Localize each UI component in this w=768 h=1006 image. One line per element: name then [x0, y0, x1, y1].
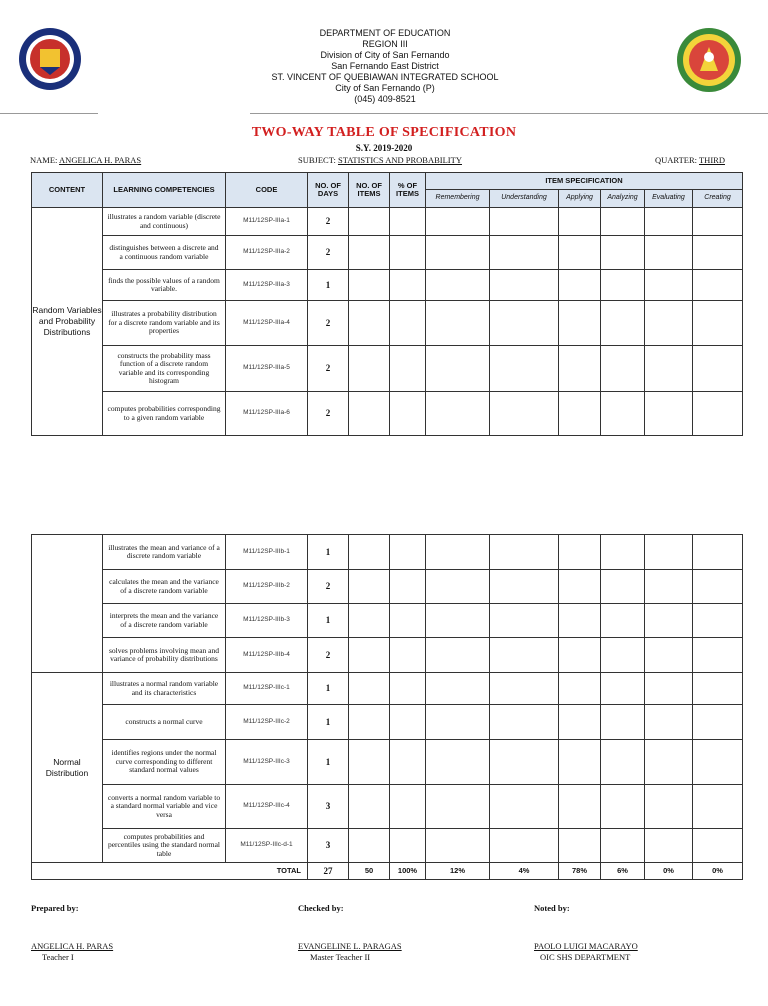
name-value: ANGELICA H. PARAS	[59, 155, 142, 165]
table-row	[32, 236, 743, 270]
letterhead-line: Division of City of San Fernando	[320, 50, 450, 60]
code-cell: M11/12SP-IIIc-1	[226, 673, 308, 705]
code-cell: M11/12SP-IIIc-d-1	[226, 829, 308, 863]
col-header-content: CONTENT	[32, 173, 103, 208]
total-remembering: 12%	[426, 863, 490, 880]
competency-cell: constructs a normal curve	[103, 705, 226, 740]
competency-cell: illustrates a probability distribution for a discrete random variable and its properties	[103, 301, 226, 346]
school-seal-logo	[18, 27, 82, 91]
days-cell: 1	[308, 270, 349, 301]
days-cell: 2	[308, 236, 349, 270]
competency-cell: computes probabilities corresponding to a given random variable	[103, 392, 226, 436]
table-row	[32, 346, 743, 392]
page-title: TWO-WAY TABLE OF SPECIFICATION	[251, 125, 517, 140]
days-cell: 2	[308, 570, 349, 604]
table-row	[32, 785, 743, 829]
col-header-remembering: Remembering	[426, 190, 490, 208]
quarter-label: QUARTER:	[655, 155, 697, 165]
col-header-code: CODE	[226, 173, 308, 208]
competency-cell: illustrates a random variable (discrete and continuous)	[103, 208, 226, 236]
teacher-name	[30, 155, 141, 165]
days-cell: 3	[308, 785, 349, 829]
noted-by-title: OIC SHS DEPARTMENT	[540, 952, 631, 962]
total-label: TOTAL	[32, 863, 308, 880]
days-cell: 1	[308, 673, 349, 705]
competency-cell: calculates the mean and the variance of a discrete random variable	[103, 570, 226, 604]
table-row	[32, 829, 743, 863]
noted-by-label: Noted by:	[534, 903, 570, 913]
prepared-by-label: Prepared by:	[31, 903, 79, 913]
total-days: 27	[308, 863, 349, 880]
quarter	[655, 155, 725, 165]
code-cell: M11/12SP-IIIa-5	[226, 346, 308, 392]
code-cell: M11/12SP-IIIa-4	[226, 301, 308, 346]
letterhead-line: REGION III	[362, 39, 408, 49]
total-row	[32, 863, 743, 880]
col-header-analyzing: Analyzing	[601, 190, 645, 208]
subject-value: STATISTICS AND PROBABILITY	[337, 155, 462, 165]
letterhead	[0, 0, 768, 120]
checked-by-label: Checked by:	[298, 903, 344, 913]
quarter-value: THIRD	[698, 155, 725, 165]
competency-cell: illustrates a normal random variable and its characteristics	[103, 673, 226, 705]
divider	[250, 113, 768, 114]
days-cell: 2	[308, 208, 349, 236]
table-row	[32, 705, 743, 740]
code-cell: M11/12SP-IIIc-2	[226, 705, 308, 740]
code-cell: M11/12SP-IIIb-3	[226, 604, 308, 638]
table-row	[32, 570, 743, 604]
competency-cell: distinguishes between a discrete and a continuous random variable	[103, 236, 226, 270]
total-applying: 78%	[559, 863, 601, 880]
total-evaluating: 0%	[645, 863, 693, 880]
days-cell: 3	[308, 829, 349, 863]
content-cell: Random Variables and Probability Distributions	[32, 208, 103, 436]
letterhead-line: City of San Fernando (P)	[335, 83, 435, 93]
days-cell: 2	[308, 638, 349, 673]
checked-by-title: Master Teacher II	[310, 952, 371, 962]
total-understanding: 4%	[490, 863, 559, 880]
days-cell: 2	[308, 301, 349, 346]
col-header-creating: Creating	[693, 190, 743, 208]
days-cell: 2	[308, 346, 349, 392]
competency-cell: constructs the probability mass function of a discrete random variable and its corresponding histogram	[103, 346, 226, 392]
col-header-items: NO. OF ITEMS	[349, 173, 390, 208]
table-row	[32, 270, 743, 301]
col-header-item-spec: ITEM SPECIFICATION	[426, 173, 743, 190]
col-header-evaluating: Evaluating	[645, 190, 693, 208]
subject	[298, 155, 462, 165]
prepared-by-name: ANGELICA H. PARAS	[31, 941, 114, 951]
days-cell: 1	[308, 535, 349, 570]
col-header-percent: % OF ITEMS	[390, 173, 426, 208]
name-label: NAME:	[30, 155, 58, 165]
total-percent: 100%	[390, 863, 426, 880]
checked-by-name: EVANGELINE L. PARAGAS	[298, 941, 402, 951]
col-header-applying: Applying	[559, 190, 601, 208]
letterhead-line: San Fernando East District	[331, 61, 439, 71]
days-cell: 2	[308, 392, 349, 436]
col-header-understanding: Understanding	[490, 190, 559, 208]
code-cell: M11/12SP-IIIb-4	[226, 638, 308, 673]
letterhead-text	[240, 28, 530, 105]
code-cell: M11/12SP-IIIb-2	[226, 570, 308, 604]
prepared-by-title: Teacher I	[42, 952, 74, 962]
code-cell: M11/12SP-IIIa-2	[226, 236, 308, 270]
col-header-days: NO. OF DAYS	[308, 173, 349, 208]
letterhead-line: ST. VINCENT OF QUEBIAWAN INTEGRATED SCHOOL	[271, 72, 499, 82]
code-cell: M11/12SP-IIIc-4	[226, 785, 308, 829]
code-cell: M11/12SP-IIIa-6	[226, 392, 308, 436]
competency-cell: illustrates the mean and variance of a discrete random variable	[103, 535, 226, 570]
days-cell: 1	[308, 705, 349, 740]
code-cell: M11/12SP-IIIc-3	[226, 740, 308, 785]
days-cell: 1	[308, 740, 349, 785]
divider	[0, 113, 98, 114]
code-cell: M11/12SP-IIIa-1	[226, 208, 308, 236]
table-row	[32, 638, 743, 673]
letterhead-line: DEPARTMENT OF EDUCATION	[319, 28, 451, 38]
competency-cell: finds the possible values of a random variable.	[103, 270, 226, 301]
table-row	[32, 535, 743, 570]
content-cell: Normal Distribution	[32, 673, 103, 863]
code-cell: M11/12SP-IIIb-1	[226, 535, 308, 570]
total-analyzing: 6%	[601, 863, 645, 880]
letterhead-line: (045) 409-8521	[354, 94, 416, 104]
tos-table-part2	[31, 534, 743, 880]
table-row	[32, 740, 743, 785]
competency-cell: computes probabilities and percentiles using the standard normal table	[103, 829, 226, 863]
table-row	[32, 604, 743, 638]
competency-cell: identifies regions under the normal curve corresponding to different standard normal values	[103, 740, 226, 785]
table-row	[32, 392, 743, 436]
table-row	[32, 673, 743, 705]
competency-cell: converts a normal random variable to a standard normal variable and vice versa	[103, 785, 226, 829]
total-creating: 0%	[693, 863, 743, 880]
total-items: 50	[349, 863, 390, 880]
subject-label: SUBJECT:	[298, 155, 336, 165]
table-row	[32, 208, 743, 236]
col-header-competencies: LEARNING COMPETENCIES	[103, 173, 226, 208]
table-row	[32, 301, 743, 346]
code-cell: M11/12SP-IIIa-3	[226, 270, 308, 301]
school-year: S.Y. 2019-2020	[355, 143, 413, 153]
competency-cell: solves problems involving mean and variance of probability distributions	[103, 638, 226, 673]
days-cell: 1	[308, 604, 349, 638]
division-seal-logo	[676, 27, 742, 93]
noted-by-name: PAOLO LUIGI MACARAYO	[534, 941, 638, 951]
tos-table-part1	[31, 172, 743, 436]
competency-cell: interprets the mean and the variance of a discrete random variable	[103, 604, 226, 638]
